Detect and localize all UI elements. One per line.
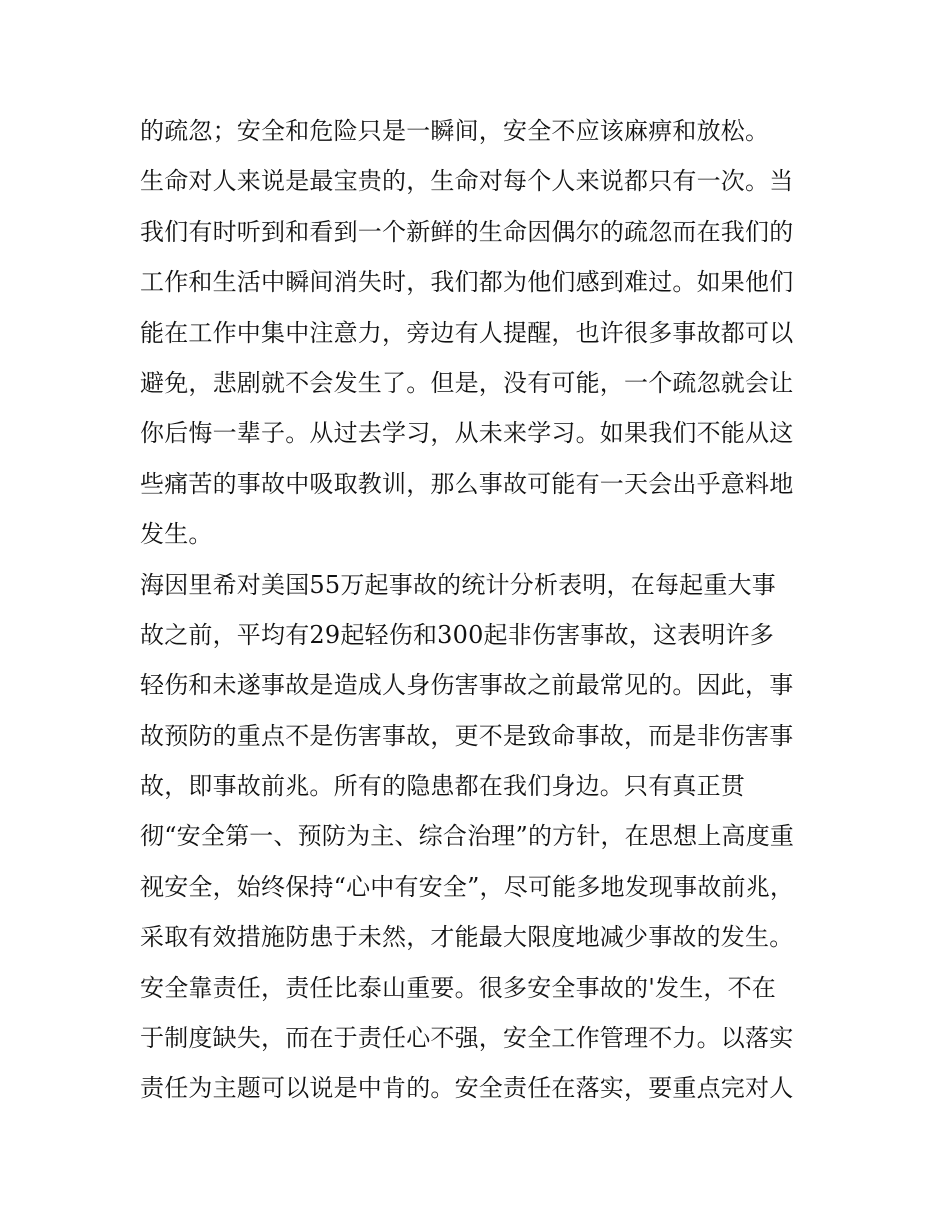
text-line: 海因里希对美国55万起事故的统计分析表明，在每起重大事 bbox=[140, 570, 776, 599]
text-line: 能在工作中集中注意力，旁边有人提醒，也许很多事故都可以 bbox=[140, 318, 794, 347]
text-line: 些痛苦的事故中吸取教训，那么事故可能有一天会出乎意料地 bbox=[140, 469, 794, 498]
text-line: 故之前，平均有29起轻伤和300起非伤害事故，这表明许多 bbox=[140, 620, 774, 649]
text-line: 于制度缺失，而在于责任心不强，安全工作管理不力。以落实 bbox=[140, 1024, 794, 1053]
text-line: 我们有时听到和看到一个新鲜的生命因偶尔的疏忽而在我们的 bbox=[140, 217, 794, 246]
body-text bbox=[140, 106, 820, 1114]
text-line: 生命对人来说是最宝贵的，生命对每个人来说都只有一次。当 bbox=[140, 167, 794, 196]
text-line: 采取有效措施防患于未然，才能最大限度地减少事故的发生。 bbox=[140, 923, 794, 952]
text-line: 的疏忽；安全和危险只是一瞬间，安全不应该麻痹和放松。 bbox=[140, 117, 770, 145]
text-line: 轻伤和未遂事故是造成人身伤害事故之前最常见的。因此，事 bbox=[140, 671, 794, 700]
text-line: 工作和生活中瞬间消失时，我们都为他们感到难过。如果他们 bbox=[140, 268, 794, 297]
text-line: 责任为主题可以说是中肯的。安全责任在落实，要重点完对人 bbox=[140, 1074, 794, 1103]
text-line: 发生。 bbox=[140, 520, 213, 549]
text-line: 故，即事故前兆。所有的隐患都在我们身边。只有真正贯 bbox=[140, 772, 745, 801]
text-line: 彻“安全第一、预防为主、综合治理”的方针，在思想上高度重 bbox=[140, 822, 795, 851]
text-line: 你后悔一辈子。从过去学习，从未来学习。如果我们不能从这 bbox=[140, 419, 794, 448]
text-line: 安全靠责任，责任比泰山重要。很多安全事故的'发生，不在 bbox=[140, 973, 776, 1002]
text-line: 避免，悲剧就不会发生了。但是，没有可能，一个疏忽就会让 bbox=[140, 368, 794, 397]
text-line: 故预防的重点不是伤害事故，更不是致命事故，而是非伤害事 bbox=[140, 721, 794, 750]
text-line: 视安全，始终保持“心中有安全”，尽可能多地发现事故前兆， bbox=[140, 872, 795, 901]
